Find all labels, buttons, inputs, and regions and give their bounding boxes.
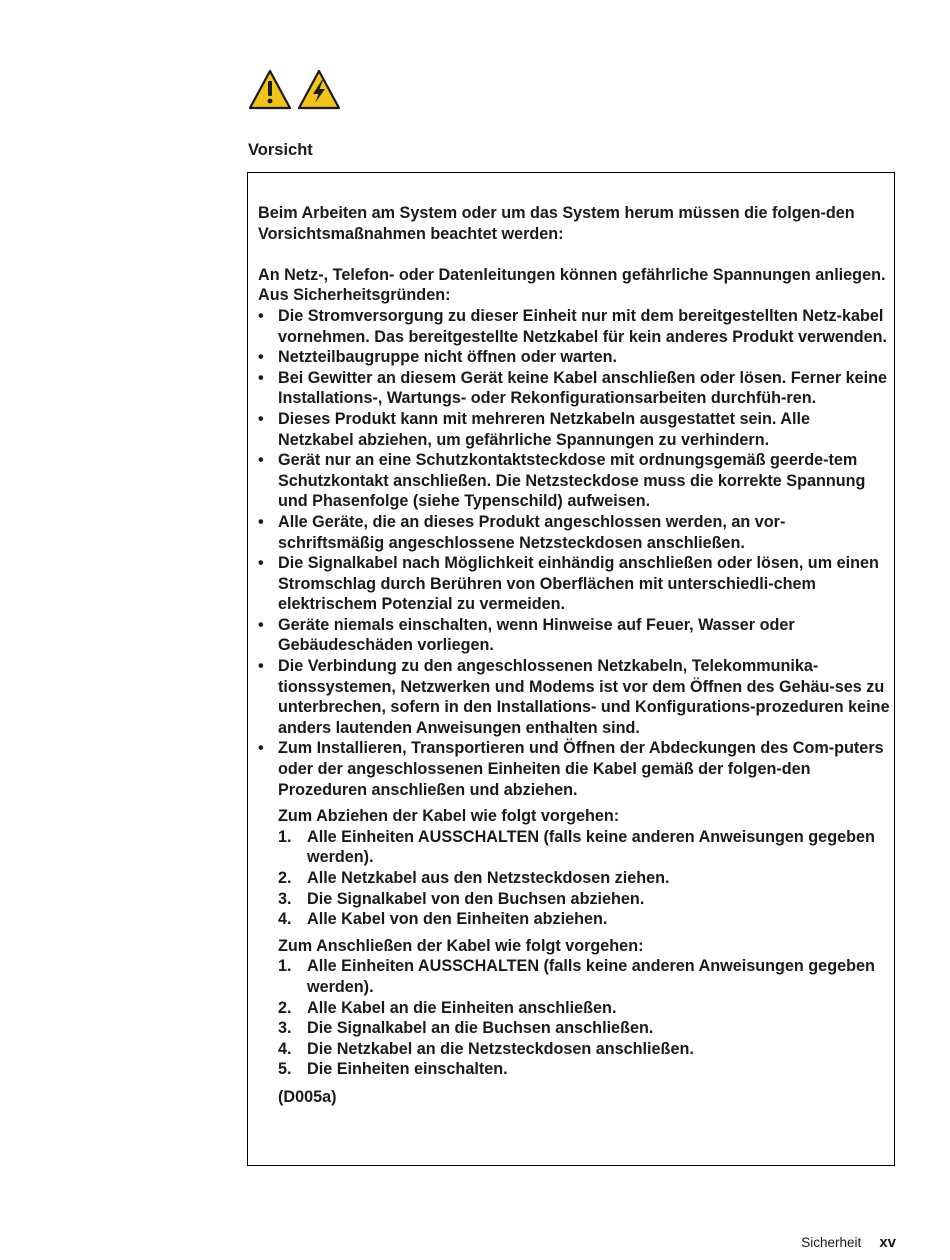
list-item [258, 656, 890, 738]
connect-steps [278, 956, 890, 1080]
step-text: Die Signalkabel von den Buchsen abziehen. [307, 889, 645, 908]
electrical-hazard-icon [299, 71, 339, 108]
step-item [278, 909, 890, 930]
exclamation-warning-icon [250, 71, 290, 108]
list-item [258, 450, 890, 512]
step-item [278, 1039, 890, 1060]
list-item-text: Die Signalkabel nach Möglichkeit einhändig anschließen oder lösen, um einen Stromschlag durch Berühren von Oberflächen mit unterschiedli-chem elektrischem Potenzial zu vermeiden. [278, 554, 879, 614]
footer-section-title: Sicherheit [801, 1235, 862, 1250]
list-item [258, 512, 890, 553]
step-text: Alle Einheiten AUSSCHALTEN (falls keine anderen Anweisungen gegeben werden). [307, 827, 875, 867]
disconnect-title: Zum Abziehen der Kabel wie folgt vorgehen: [278, 807, 620, 826]
step-number: 3. [278, 889, 292, 908]
connect-title: Zum Anschließen der Kabel wie folgt vorgehen: [278, 936, 644, 955]
page-footer [801, 1234, 896, 1251]
bullet-char: • [258, 615, 264, 634]
bullet-char: • [258, 739, 264, 758]
precaution-list [258, 306, 890, 1108]
step-text: Alle Kabel von den Einheiten abziehen. [307, 910, 608, 929]
list-item [258, 553, 890, 615]
step-text: Die Signalkabel an die Buchsen anschließen. [307, 1019, 654, 1038]
list-item-text: Geräte niemals einschalten, wenn Hinweise auf Feuer, Wasser oder Gebäudeschäden vorliegen. [278, 615, 795, 655]
list-item-text: Alle Geräte, die an dieses Produkt angeschlossen werden, an vor-schriftsmäßig angeschlossene Netzsteckdosen anschließen. [278, 512, 786, 552]
list-item [258, 306, 890, 347]
bullet-char: • [258, 409, 264, 428]
bullet-char: • [258, 348, 264, 367]
step-number: 2. [278, 998, 292, 1017]
step-item [278, 998, 890, 1019]
step-number: 4. [278, 910, 292, 929]
step-number: 4. [278, 1039, 292, 1058]
step-number: 1. [278, 957, 292, 976]
notice-warning: An Netz-, Telefon- oder Datenleitungen können gefährliche Spannungen anliegen. Aus Sicherheitsgründen: [258, 265, 886, 305]
list-item-text: Die Stromversorgung zu dieser Einheit nur mit dem bereitgestellten Netz-kabel vornehmen. Das bereitgestellte Netzkabel für kein anderes Produkt verwenden. [278, 306, 888, 346]
list-item [258, 347, 890, 368]
step-number: 1. [278, 827, 292, 846]
bullet-char: • [258, 306, 264, 325]
step-text: Die Netzkabel an die Netzsteckdosen anschließen. [307, 1039, 694, 1058]
list-item [258, 409, 890, 450]
bullet-char: • [258, 368, 264, 387]
step-number: 2. [278, 869, 292, 887]
list-item-text: Gerät nur an eine Schutzkontaktsteckdose mit ordnungsgemäß geerde-tem Schutzkontakt anschließen. Die Netzsteckdose muss die korrekte Spannung und Phasenfolge (siehe Typenschild) aufweisen. [278, 451, 866, 511]
list-item [258, 368, 890, 409]
page-number: xv [879, 1234, 896, 1251]
step-text: Alle Netzkabel aus den Netzsteckdosen ziehen. [307, 869, 670, 887]
step-item [278, 827, 890, 868]
notice-intro: Beim Arbeiten am System oder um das System herum müssen die folgen-den Vorsichtsmaßnahmen beachtet werden: [258, 204, 855, 243]
notice-heading: Vorsicht [248, 141, 313, 159]
bullet-char: • [258, 451, 264, 470]
step-item [278, 889, 890, 910]
bullet-char: • [258, 554, 264, 573]
list-item-text: Netzteilbaugruppe nicht öffnen oder warten. [278, 348, 618, 367]
list-item-text: Dieses Produkt kann mit mehreren Netzkabeln ausgestattet sein. Alle Netzkabel abziehen, um gefährliche Spannungen zu verhindern. [278, 409, 810, 449]
notice-code: (D005a) [278, 1087, 337, 1106]
step-item [278, 1059, 890, 1080]
disconnect-steps [278, 827, 890, 930]
step-item [278, 868, 890, 889]
step-item [278, 956, 890, 997]
step-number: 5. [278, 1060, 292, 1079]
step-item [278, 1018, 890, 1039]
hazard-icons [249, 69, 344, 111]
list-item-text: Bei Gewitter an diesem Gerät keine Kabel anschließen oder lösen. Ferner keine Installations-, Wartungs- oder Rekonfigurationsarbeiten durchfüh-ren. [278, 368, 888, 408]
step-text: Alle Einheiten AUSSCHALTEN (falls keine anderen Anweisungen gegeben werden). [307, 957, 875, 996]
step-text: Die Einheiten einschalten. [307, 1060, 508, 1079]
bullet-char: • [258, 512, 264, 531]
step-text: Alle Kabel an die Einheiten anschließen. [307, 998, 617, 1017]
list-item [258, 738, 890, 1107]
notice-content [258, 203, 890, 1108]
list-item-text: Die Verbindung zu den angeschlossenen Netzkabeln, Telekommunika-tionssystemen, Netzwerken und Modems ist vor dem Öffnen des Gehäu-ses zu unterbrechen, sofern in den Installations- und Konfigurations-prozeduren keine anders lautenden Anweisungen enthalten sind. [278, 657, 890, 737]
list-item [258, 615, 890, 656]
bullet-char: • [258, 657, 264, 676]
step-number: 3. [278, 1019, 292, 1038]
list-item-text: Zum Installieren, Transportieren und Öffnen der Abdeckungen des Com-puters oder der angeschlossenen Einheiten die Kabel gemäß der folgen-den Prozeduren anschließen und abziehen. [278, 739, 884, 799]
